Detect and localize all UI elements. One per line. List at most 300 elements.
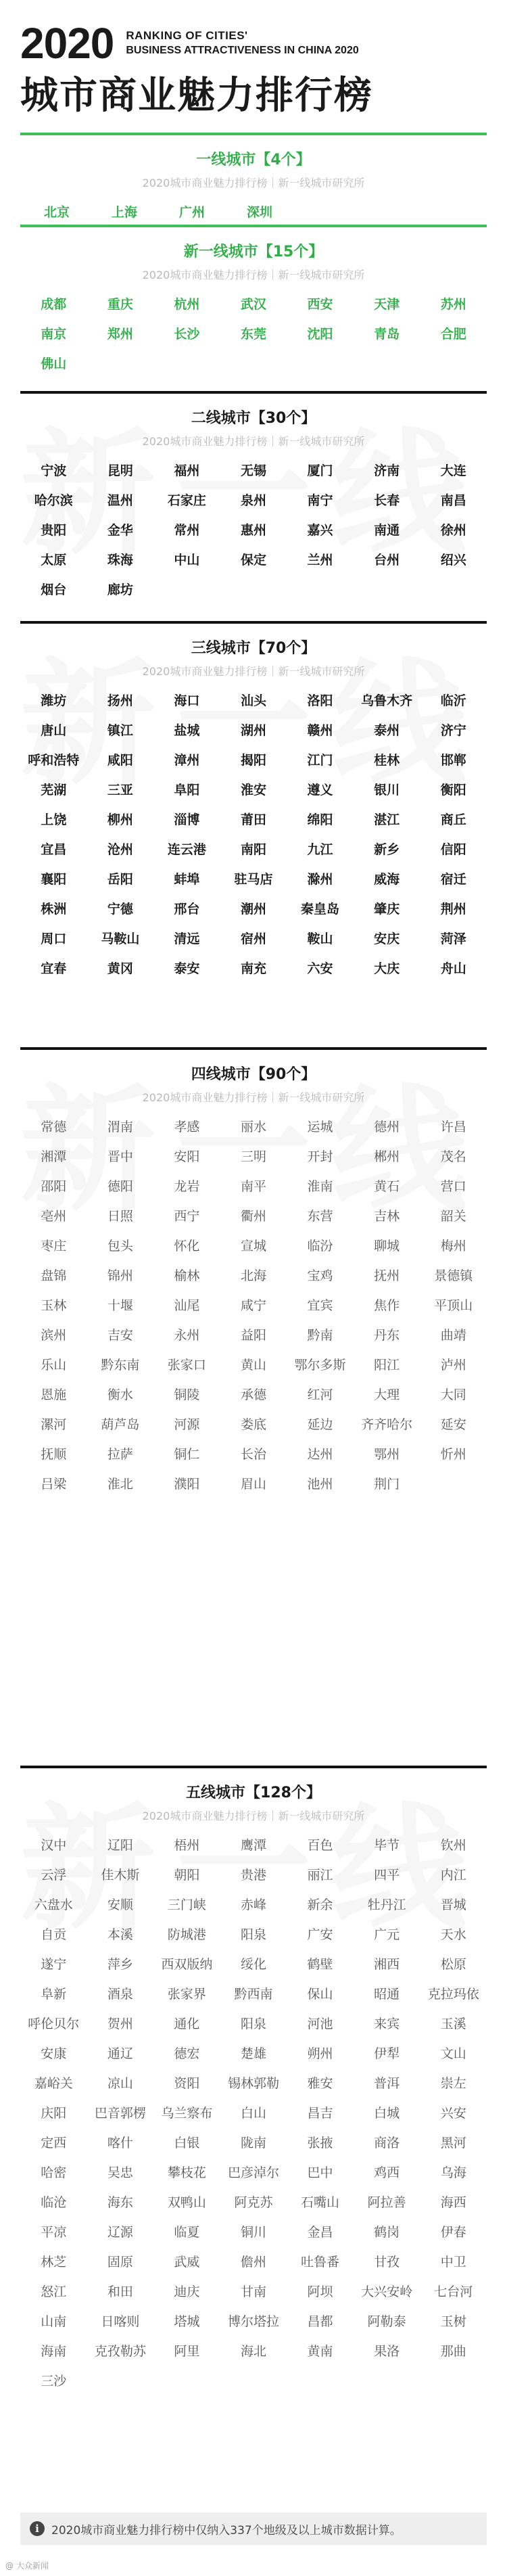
city-item: 十堰 [107, 1298, 133, 1313]
city-item: 亳州 [41, 1209, 67, 1224]
city-item: 通辽 [107, 2046, 133, 2061]
city-item: 青岛 [374, 327, 400, 342]
city-item: 德宏 [174, 2046, 200, 2061]
city-item: 中卫 [440, 2255, 466, 2270]
city-item: 淮南 [307, 1179, 333, 1194]
city-item: 博尔塔拉 [227, 2314, 279, 2329]
tier-section-3 [20, 391, 487, 607]
city-item: 济宁 [440, 723, 466, 738]
city-item: 大理 [374, 1387, 400, 1402]
city-item: 衡阳 [440, 783, 466, 798]
city-list [20, 1836, 487, 2391]
city-item: 梅州 [440, 1239, 466, 1254]
tier-note: 2020城市商业魅力排行榜｜新一线城市研究所 [142, 665, 365, 678]
city-item: 温州 [107, 493, 133, 508]
city-item: 平凉 [41, 2225, 67, 2240]
city-item: 石嘴山 [301, 2195, 340, 2210]
page-title: 城市商业魅力排行榜 [20, 74, 373, 118]
city-item: 景德镇 [434, 1268, 473, 1283]
city-item: 宜宾 [307, 1298, 333, 1313]
city-item: 阳江 [374, 1358, 400, 1373]
city-item: 临沧 [41, 2195, 67, 2210]
city-item: 揭阳 [240, 753, 266, 768]
city-item: 盘锦 [41, 1268, 67, 1283]
city-item: 海南 [41, 2344, 67, 2359]
city-item: 开封 [307, 1149, 333, 1164]
city-item: 玉林 [41, 1298, 67, 1313]
city-item: 兴安 [440, 2106, 466, 2121]
tier-title: 五线城市【128个】 [186, 1785, 321, 1801]
city-item: 临夏 [174, 2225, 200, 2240]
city-item: 龙岩 [174, 1179, 200, 1194]
city-item: 黔南 [307, 1328, 333, 1343]
subtitle-line-1: RANKING OF CITIES' [126, 29, 248, 42]
city-item: 广安 [307, 1927, 333, 1942]
tier-note: 2020城市商业魅力排行榜｜新一线城市研究所 [142, 177, 365, 189]
city-item: 无锡 [240, 463, 266, 478]
city-item: 大庆 [374, 961, 400, 976]
source-mark: @ 大众新闻 [5, 2561, 49, 2571]
city-item: 滨州 [41, 1328, 67, 1343]
city-item: 咸阳 [107, 753, 133, 768]
city-item: 山南 [41, 2314, 67, 2329]
city-item: 淮北 [107, 1477, 133, 1492]
city-item: 衡水 [107, 1387, 133, 1402]
city-item: 迪庆 [174, 2284, 200, 2299]
city-item: 成都 [41, 297, 67, 312]
city-item: 日喀则 [101, 2314, 140, 2329]
tier-title: 一线城市【4个】 [196, 152, 311, 168]
city-item: 遵义 [307, 783, 333, 798]
city-item: 永州 [174, 1328, 200, 1343]
city-item: 毕节 [374, 1838, 400, 1853]
city-item: 咸宁 [240, 1298, 266, 1313]
city-item: 六盘水 [34, 1898, 73, 1912]
city-item: 鄂州 [374, 1447, 400, 1462]
city-item: 忻州 [440, 1447, 466, 1462]
city-item: 鄂尔多斯 [294, 1358, 346, 1373]
city-item: 益阳 [240, 1328, 266, 1343]
city-item: 黔东南 [101, 1358, 140, 1373]
city-item: 崇左 [440, 2076, 466, 2091]
city-item: 张家口 [167, 1358, 206, 1373]
city-item: 三沙 [41, 2374, 67, 2389]
city-item: 通化 [174, 2017, 200, 2031]
city-item: 林芝 [41, 2255, 67, 2270]
tier-title: 二线城市【30个】 [191, 410, 316, 427]
city-item: 广州 [178, 205, 205, 220]
city-item: 延边 [307, 1417, 333, 1432]
tier-note: 2020城市商业魅力排行榜｜新一线城市研究所 [142, 1810, 365, 1822]
city-item: 商丘 [440, 812, 466, 827]
city-item: 保定 [240, 553, 266, 568]
city-item: 绵阳 [307, 812, 333, 827]
city-item: 绥化 [240, 1957, 266, 1972]
city-item: 南阳 [240, 842, 266, 857]
city-item: 石家庄 [167, 493, 206, 508]
city-item: 怒江 [41, 2284, 67, 2299]
city-item: 佛山 [41, 356, 67, 371]
city-item: 银川 [374, 783, 400, 798]
city-item: 运城 [307, 1120, 333, 1134]
city-item: 长春 [374, 493, 400, 508]
city-item: 株洲 [41, 902, 67, 917]
city-item: 宜昌 [41, 842, 67, 857]
tier-note: 2020城市商业魅力排行榜｜新一线城市研究所 [142, 435, 365, 448]
city-item: 安康 [41, 2046, 67, 2061]
city-item: 那曲 [440, 2344, 466, 2359]
city-item: 衢州 [240, 1209, 266, 1224]
city-item: 阿克苏 [234, 2195, 273, 2210]
city-item: 承德 [240, 1387, 266, 1402]
city-item: 福州 [174, 463, 200, 478]
city-item: 阜阳 [174, 783, 200, 798]
city-item: 焦作 [374, 1298, 400, 1313]
city-item: 新余 [307, 1898, 333, 1912]
city-item: 丽水 [240, 1120, 266, 1134]
subtitle-line-2: BUSINESS ATTRACTIVENESS IN CHINA 2020 [126, 45, 359, 56]
city-item: 临汾 [307, 1239, 333, 1254]
city-item: 天水 [440, 1927, 466, 1942]
city-item: 金昌 [307, 2225, 333, 2240]
city-item: 黄山 [240, 1358, 266, 1373]
city-item: 武威 [174, 2255, 200, 2270]
city-item: 本溪 [107, 1927, 133, 1942]
city-item: 舟山 [440, 961, 466, 976]
city-item: 阿拉善 [367, 2195, 406, 2210]
city-item: 内江 [440, 1868, 466, 1883]
footer-note [20, 2512, 487, 2545]
city-item: 郑州 [107, 327, 133, 342]
city-list [20, 691, 487, 978]
city-item: 大连 [440, 463, 466, 478]
city-item: 海东 [107, 2195, 133, 2210]
city-item: 金华 [107, 523, 133, 538]
city-item: 吉林 [374, 1209, 400, 1224]
city-item: 孝感 [174, 1120, 200, 1134]
city-item: 巴音郭楞 [94, 2106, 146, 2121]
city-item: 乐山 [41, 1358, 67, 1373]
tier-title: 新一线城市【15个】 [183, 244, 324, 260]
city-item: 湖州 [240, 723, 266, 738]
city-item: 平顶山 [434, 1298, 473, 1313]
city-item: 七台河 [434, 2284, 473, 2299]
city-item: 海西 [440, 2195, 466, 2210]
tier-section-6 [20, 1766, 487, 2496]
city-item: 潍坊 [41, 693, 67, 708]
city-item: 漯河 [41, 1417, 67, 1432]
city-item: 昌都 [307, 2314, 333, 2329]
city-item: 甘南 [240, 2284, 266, 2299]
header [20, 0, 487, 129]
city-item: 上饶 [41, 812, 67, 827]
city-item: 抚顺 [41, 1447, 67, 1462]
city-item: 安顺 [107, 1898, 133, 1912]
city-item: 常德 [41, 1120, 67, 1134]
city-item: 雅安 [307, 2076, 333, 2091]
city-item: 巴中 [307, 2165, 333, 2180]
city-item: 九江 [307, 842, 333, 857]
city-item: 阜新 [41, 1987, 67, 2002]
city-item: 哈密 [41, 2165, 67, 2180]
city-item: 秦皇岛 [301, 902, 340, 917]
city-item: 白山 [240, 2106, 266, 2121]
city-item: 鹤岗 [374, 2225, 400, 2240]
city-item: 遂宁 [41, 1957, 67, 1972]
city-item: 大同 [440, 1387, 466, 1402]
city-item: 宝鸡 [307, 1268, 333, 1283]
city-item: 辽阳 [107, 1838, 133, 1853]
city-item: 沧州 [107, 842, 133, 857]
city-item: 深圳 [246, 205, 272, 220]
city-item: 白城 [374, 2106, 400, 2121]
city-item: 长治 [240, 1447, 266, 1462]
city-item: 台州 [374, 553, 400, 568]
city-item: 黄南 [307, 2344, 333, 2359]
city-item: 襄阳 [41, 872, 67, 887]
city-item: 西双版纳 [161, 1957, 213, 1972]
city-item: 防城港 [167, 1927, 206, 1942]
city-item: 攀枝花 [167, 2165, 206, 2180]
city-item: 安庆 [374, 932, 400, 946]
city-item: 阿里 [174, 2344, 200, 2359]
city-item: 湘潭 [41, 1149, 67, 1164]
city-item: 嘉峪关 [34, 2076, 73, 2091]
city-item: 吴忠 [107, 2165, 133, 2180]
city-item: 三门峡 [167, 1898, 206, 1912]
city-item: 池州 [307, 1477, 333, 1492]
city-item: 普洱 [374, 2076, 400, 2091]
city-item: 锡林郭勒 [227, 2076, 279, 2091]
city-item: 湘西 [374, 1957, 400, 1972]
city-item: 东营 [307, 1209, 333, 1224]
city-item: 萍乡 [107, 1957, 133, 1972]
city-item: 赣州 [307, 723, 333, 738]
city-item: 武汉 [240, 297, 266, 312]
city-item: 娄底 [240, 1417, 266, 1432]
city-item: 梧州 [174, 1838, 200, 1853]
city-item: 天津 [374, 297, 400, 312]
city-item: 邯郸 [440, 753, 466, 768]
city-item: 榆林 [174, 1268, 200, 1283]
city-item: 汕头 [240, 693, 266, 708]
city-item: 绍兴 [440, 553, 466, 568]
city-item: 许昌 [440, 1120, 466, 1134]
city-item: 潮州 [240, 902, 266, 917]
city-item: 保山 [307, 1987, 333, 2002]
city-item: 达州 [307, 1447, 333, 1462]
city-item: 牡丹江 [367, 1898, 406, 1912]
subtitle-block [126, 28, 358, 58]
tier-title: 四线城市【90个】 [191, 1066, 316, 1083]
city-item: 来宾 [374, 2017, 400, 2031]
city-item: 凉山 [107, 2076, 133, 2091]
tier-section-2 [20, 225, 487, 377]
city-item: 南昌 [440, 493, 466, 508]
city-item: 德阳 [107, 1179, 133, 1194]
city-item: 滁州 [307, 872, 333, 887]
city-item: 松原 [440, 1957, 466, 1972]
city-item: 枣庄 [41, 1239, 67, 1254]
city-item: 云浮 [41, 1868, 67, 1883]
tier-section-4 [20, 621, 487, 1000]
city-item: 贺州 [107, 2017, 133, 2031]
city-item: 锦州 [107, 1268, 133, 1283]
city-item: 喀什 [107, 2136, 133, 2150]
city-item: 广元 [374, 1927, 400, 1942]
city-item: 肇庆 [374, 902, 400, 917]
city-item: 泰安 [174, 961, 200, 976]
city-item: 河源 [174, 1417, 200, 1432]
city-item: 嘉兴 [307, 523, 333, 538]
city-item: 辽源 [107, 2225, 133, 2240]
city-item: 东莞 [240, 327, 266, 342]
city-item: 中山 [174, 553, 200, 568]
tier-title: 三线城市【70个】 [191, 640, 316, 657]
city-item: 黄石 [374, 1179, 400, 1194]
city-item: 怀化 [174, 1239, 200, 1254]
city-list [20, 1118, 487, 1494]
city-item: 朔州 [307, 2046, 333, 2061]
city-item: 阳泉 [240, 1927, 266, 1942]
city-item: 伊犁 [374, 2046, 400, 2061]
city-item: 威海 [374, 872, 400, 887]
city-item: 玉溪 [440, 2017, 466, 2031]
city-item: 宿迁 [440, 872, 466, 887]
city-item: 南宁 [307, 493, 333, 508]
city-item: 三明 [240, 1149, 266, 1164]
city-item: 沈阳 [307, 327, 333, 342]
city-item: 吐鲁番 [301, 2255, 340, 2270]
city-item: 周口 [41, 932, 67, 946]
city-item: 吉安 [107, 1328, 133, 1343]
city-item: 清远 [174, 932, 200, 946]
city-item: 呼伦贝尔 [28, 2017, 80, 2031]
footer-text: 2020城市商业魅力排行榜中仅纳入337个地级及以上城市数据计算。 [51, 2523, 402, 2537]
tier-section-1 [20, 133, 487, 220]
city-item: 聊城 [374, 1239, 400, 1254]
city-item: 淄博 [174, 812, 200, 827]
city-item: 新乡 [374, 842, 400, 857]
city-item: 西安 [307, 297, 333, 312]
city-item: 济南 [374, 463, 400, 478]
city-item: 海口 [174, 693, 200, 708]
city-item: 廊坊 [107, 582, 133, 597]
city-item: 朝阳 [174, 1868, 200, 1883]
city-item: 厦门 [307, 463, 333, 478]
city-item: 南京 [41, 327, 67, 342]
city-item: 信阳 [440, 842, 466, 857]
city-item: 伊春 [440, 2225, 466, 2240]
tier-note: 2020城市商业魅力排行榜｜新一线城市研究所 [142, 269, 365, 281]
city-list [20, 295, 487, 373]
city-item: 黄冈 [107, 961, 133, 976]
city-item: 丹东 [374, 1328, 400, 1343]
city-item: 宜春 [41, 961, 67, 976]
city-item: 克拉玛依 [427, 1987, 479, 2002]
city-item: 果洛 [374, 2344, 400, 2359]
city-item: 呼和浩特 [28, 753, 80, 768]
city-item: 宿州 [240, 932, 266, 946]
city-item: 庆阳 [41, 2106, 67, 2121]
city-item: 玉树 [440, 2314, 466, 2329]
city-item: 酒泉 [107, 1987, 133, 2002]
city-item: 贵港 [240, 1868, 266, 1883]
city-item: 宣城 [240, 1239, 266, 1254]
city-item: 资阳 [174, 2076, 200, 2091]
city-item: 赤峰 [240, 1898, 266, 1912]
city-item: 吕梁 [41, 1477, 67, 1492]
city-item: 延安 [440, 1417, 466, 1432]
city-item: 鞍山 [307, 932, 333, 946]
city-item: 岳阳 [107, 872, 133, 887]
city-item: 双鸭山 [167, 2195, 206, 2210]
city-item: 贵阳 [41, 523, 67, 538]
city-item: 泸州 [440, 1358, 466, 1373]
city-item: 莆田 [240, 812, 266, 827]
city-item: 江门 [307, 753, 333, 768]
city-item: 铜仁 [174, 1447, 200, 1462]
city-item: 桂林 [374, 753, 400, 768]
city-item: 徐州 [440, 523, 466, 538]
city-item: 郴州 [374, 1149, 400, 1164]
city-item: 晋中 [107, 1149, 133, 1164]
city-item: 铜陵 [174, 1387, 200, 1402]
city-item: 柳州 [107, 812, 133, 827]
city-item: 马鞍山 [101, 932, 140, 946]
city-item: 抚州 [374, 1268, 400, 1283]
city-item: 四平 [374, 1868, 400, 1883]
city-item: 洛阳 [307, 693, 333, 708]
city-item: 苏州 [440, 297, 466, 312]
city-item: 泉州 [240, 493, 266, 508]
city-item: 邢台 [174, 902, 200, 917]
city-item: 北海 [240, 1268, 266, 1283]
city-item: 长沙 [174, 327, 200, 342]
city-item: 韶关 [440, 1209, 466, 1224]
city-item: 葫芦岛 [101, 1417, 140, 1432]
header-row [20, 19, 487, 68]
city-item: 昭通 [374, 1987, 400, 2002]
city-item: 珠海 [107, 553, 133, 568]
city-item: 乌海 [440, 2165, 466, 2180]
city-item: 兰州 [307, 553, 333, 568]
city-item: 杭州 [174, 297, 200, 312]
city-item: 镇江 [107, 723, 133, 738]
city-item: 宁德 [107, 902, 133, 917]
city-item: 和田 [107, 2284, 133, 2299]
city-item: 乌兰察布 [161, 2106, 213, 2121]
city-item: 南通 [374, 523, 400, 538]
city-item: 驻马店 [234, 872, 273, 887]
city-item: 丽江 [307, 1868, 333, 1883]
city-item: 三亚 [107, 783, 133, 798]
city-item: 克孜勒苏 [94, 2344, 146, 2359]
city-item: 铜川 [240, 2225, 266, 2240]
city-item: 湛江 [374, 812, 400, 827]
city-item: 荆州 [440, 902, 466, 917]
tier-note: 2020城市商业魅力排行榜｜新一线城市研究所 [142, 1091, 365, 1104]
city-item: 巴彦淖尔 [227, 2165, 279, 2180]
city-item: 阳泉 [240, 2017, 266, 2031]
city-item: 自贡 [41, 1927, 67, 1942]
city-item: 合肥 [440, 327, 466, 342]
city-item: 眉山 [240, 1477, 266, 1492]
city-item: 黔西南 [234, 1987, 273, 2002]
city-item: 泰州 [374, 723, 400, 738]
city-item: 河池 [307, 2017, 333, 2031]
city-item: 德州 [374, 1120, 400, 1134]
